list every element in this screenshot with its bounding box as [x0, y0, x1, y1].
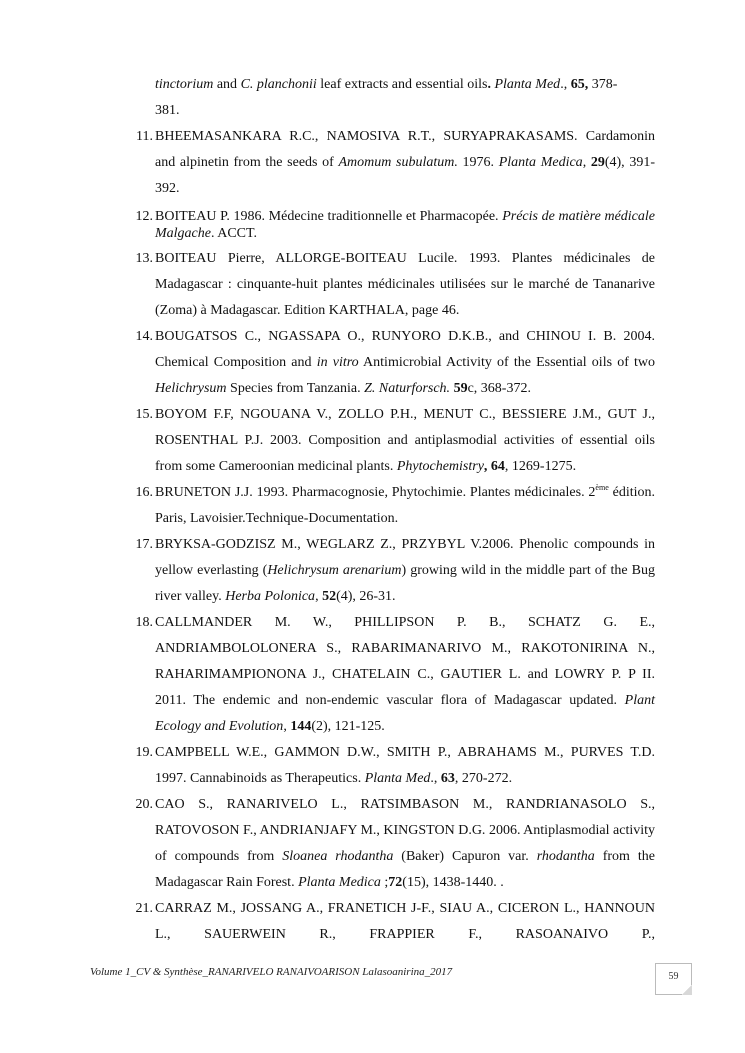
- reference-text-fragment: 72: [388, 875, 403, 890]
- reference-text-fragment: 63: [440, 771, 455, 786]
- reference-text-fragment: , 1269-1275.: [504, 459, 577, 474]
- reference-text-fragment: .,: [430, 771, 441, 786]
- reference-text-fragment: CARRAZ M., JOSSANG A., FRANETICH J-F., SIAU A., CICERON L., HANNOUN L., SAUERWEIN R., FRAPPIER F., RASOANAIVO P.,: [155, 901, 655, 942]
- reference-text: [155, 208, 655, 242]
- reference-text-fragment: BOYOM F.F, NGOUANA V., ZOLLO P.H., MENUT C., BESSIERE J.M., GUT J., ROSENTHAL P.J. 2003. Composition and antiplasmodial activities of essential oils from some Cameroonian medicinal plants.: [155, 407, 655, 474]
- reference-text-fragment: CAMPBELL W.E., GAMMON D.W., SMITH P., ABRAHAMS M., PURVES T.D. 1997. Cannabinoids as Therapeutics.: [155, 745, 655, 786]
- reference-text-fragment: rhodantha: [536, 849, 595, 864]
- reference-entry: [125, 740, 655, 792]
- reference-number: 21.: [135, 901, 153, 916]
- reference-number: 19.: [135, 745, 153, 760]
- reference-entry: [125, 896, 655, 948]
- page-curl-icon: [682, 985, 692, 995]
- continuation-line-2: 381.: [155, 103, 180, 118]
- reference-text: [155, 896, 655, 948]
- reference-text-fragment: ;: [380, 875, 389, 890]
- reference-text-fragment: ,: [315, 589, 323, 604]
- reference-text-fragment: . ACCT.: [210, 226, 258, 241]
- reference-text: [155, 740, 655, 792]
- reference-text: [155, 246, 655, 324]
- reference-text: [155, 532, 655, 610]
- reference-text-fragment: (Baker) Capuron var.: [393, 849, 537, 864]
- reference-text-fragment: 59: [453, 381, 468, 396]
- footer-text: Volume 1_CV & Synthèse_RANARIVELO RANAIVOARISON Lalasoanirina_2017: [90, 966, 453, 978]
- reference-number: 13.: [135, 251, 153, 266]
- reference-entry: [125, 324, 655, 402]
- reference-text-fragment: (4), 26-31.: [336, 589, 396, 604]
- reference-text-fragment: 52: [322, 589, 337, 604]
- reference-text-fragment: Phytochemistry: [396, 459, 484, 474]
- reference-entry: [125, 480, 655, 532]
- reference-text-fragment: ,: [283, 719, 291, 734]
- reference-text-fragment: Précis de matière médicale Malgache: [155, 209, 655, 241]
- reference-text-fragment: , 270-272.: [454, 771, 513, 786]
- reference-text-fragment: CALLMANDER M. W., PHILLIPSON P. B., SCHATZ G. E., ANDRIAMBOLOLONERA S., RABARIMANARIVO M., RAKOTONIRINA N., RAHARIMAMPIONONA J., CHATELAIN C., GAUTIER L. and LOWRY P. P II. 2011. The endemic and non-endemic vascular flora of Madagascar updated.: [155, 615, 655, 708]
- reference-text-fragment: Herba Polonica: [225, 589, 316, 604]
- continuation-line-1: tinctorium and C. planchonii leaf extracts and essential oils. Planta Med., 65, 378-: [155, 77, 618, 92]
- reference-text-fragment: Antimicrobial Activity of the Essential oils of two: [358, 355, 656, 370]
- reference-entry: [125, 246, 655, 324]
- reference-text-fragment: Plant Ecology and Evolution: [155, 693, 655, 734]
- reference-text: [155, 402, 655, 480]
- reference-text-fragment: BOUGATSOS C., NGASSAPA O., RUNYORO D.K.B., and CHINOU I. B. 2004. Chemical Composition and: [155, 329, 655, 370]
- reference-number: 17.: [135, 537, 153, 552]
- reference-text-fragment: ème: [595, 483, 609, 492]
- reference-text-fragment: 144: [290, 719, 312, 734]
- reference-text: [155, 610, 655, 740]
- reference-text-fragment: Z. Naturforsch.: [364, 381, 451, 396]
- reference-entry: [125, 792, 655, 896]
- reference-entry: [125, 610, 655, 740]
- reference-text-fragment: Species from Tanzania.: [226, 381, 365, 396]
- reference-text: [155, 792, 655, 896]
- reference-text-fragment: édition. Paris, Lavoisier.Technique-Documentation.: [155, 485, 655, 526]
- reference-number: 20.: [135, 797, 153, 812]
- reference-text-fragment: Planta Medica: [298, 875, 381, 890]
- reference-text-fragment: Helichrysum arenarium: [267, 563, 402, 578]
- reference-number: 12.: [135, 209, 153, 224]
- reference-number: 15.: [135, 407, 153, 422]
- reference-text-fragment: (15), 1438-1440. .: [402, 875, 504, 890]
- reference-entry: [125, 124, 655, 202]
- reference-text-fragment: (4), 391-392.: [155, 155, 656, 196]
- reference-text-fragment: CAO S., RANARIVELO L., RATSIMBASON M., RANDRIANASOLO S., RATOVOSON F., ANDRIANJAFY M., KINGSTON D.G. 2006. Antiplasmodial activity of compounds from: [155, 797, 655, 864]
- reference-text-fragment: in vitro: [316, 355, 359, 370]
- page-number: 59: [668, 971, 679, 982]
- reference-text-fragment: Helichrysum: [155, 381, 227, 396]
- reference-text-fragment: Amomum subulatum.: [338, 155, 458, 170]
- reference-continuation: [155, 72, 655, 124]
- reference-text-fragment: BRYKSA-GODZISZ M., WEGLARZ Z., PRZYBYL V.2006. Phenolic compounds in yellow everlasting (: [155, 537, 655, 578]
- reference-text-fragment: (2), 121-125.: [311, 719, 385, 734]
- reference-text-fragment: BOITEAU P. 1986. Médecine traditionnelle et Pharmacopée.: [155, 209, 503, 224]
- page-number-box: [655, 963, 692, 995]
- reference-text: [155, 480, 655, 532]
- reference-text: [155, 124, 655, 202]
- reference-text-fragment: 29: [590, 155, 605, 170]
- reference-text-fragment: Planta Med: [364, 771, 431, 786]
- reference-number: 18.: [135, 615, 153, 630]
- reference-entry: [125, 402, 655, 480]
- reference-entry: [125, 532, 655, 610]
- reference-number: 16.: [135, 485, 153, 500]
- reference-text-fragment: ) growing wild in the middle part of the Bug river valley.: [155, 563, 655, 604]
- reference-text-fragment: BOITEAU Pierre, ALLORGE-BOITEAU Lucile. 1993. Plantes médicinales de Madagascar : cinquante-huit plantes médicinales utilisées sur le marché de Tananarive (Zoma) à Madagascar. Edition KARTHALA, page 46.: [155, 251, 655, 318]
- reference-text-fragment: ,: [582, 155, 591, 170]
- reference-text-fragment: , 64: [483, 459, 505, 474]
- reference-text-fragment: Planta Medica: [498, 155, 583, 170]
- reference-number: 11.: [136, 129, 153, 144]
- reference-text-fragment: c, 368-372.: [467, 381, 531, 396]
- reference-text: [155, 324, 655, 402]
- reference-number: 14.: [135, 329, 153, 344]
- reference-text-fragment: from the Madagascar Rain Forest.: [155, 849, 655, 890]
- reference-text-fragment: BRUNETON J.J. 1993. Pharmacognosie, Phytochimie. Plantes médicinales. 2: [155, 485, 596, 500]
- reference-text-fragment: Sloanea rhodantha: [282, 849, 394, 864]
- reference-text-fragment: BHEEMASANKARA R.C., NAMOSIVA R.T., SURYAPRAKASAMS. Cardamonin and alpinetin from the seeds of: [155, 129, 655, 170]
- reference-entry: [125, 208, 655, 242]
- reference-text-fragment: 1976.: [457, 155, 499, 170]
